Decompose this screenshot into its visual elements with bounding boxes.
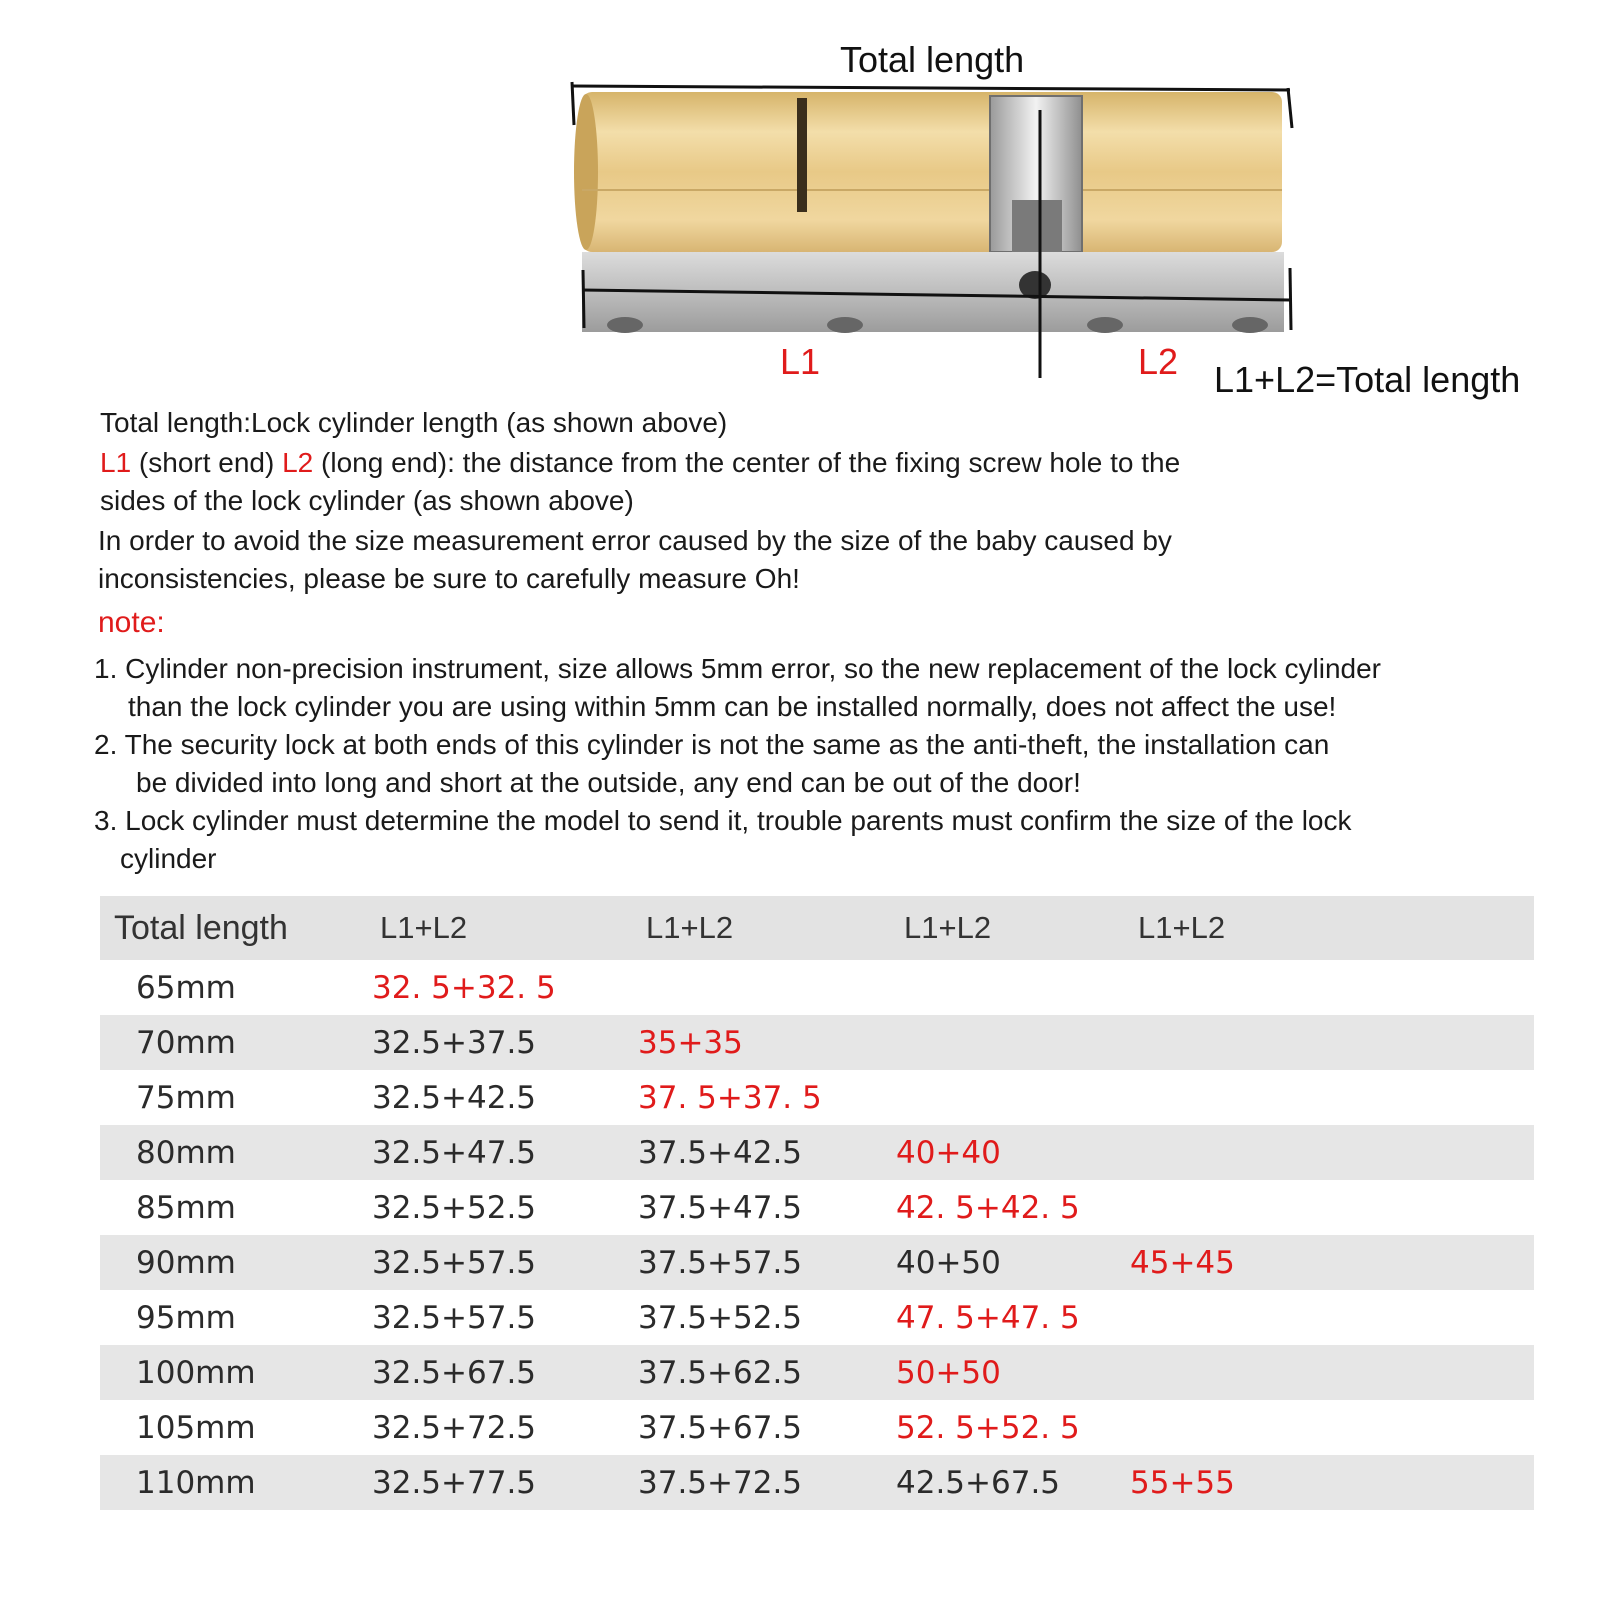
l1-l2-cell: 37.5+52.5 [638,1299,803,1336]
lock-cylinder-illustration [560,30,1601,410]
l1-l2-cell: 55+55 [1130,1464,1235,1501]
total-length-cell: 65mm [136,969,236,1006]
l1-l2-cell: 40+50 [896,1244,1001,1281]
l1-l2-cell: 35+35 [638,1024,743,1061]
table-row [100,1070,1534,1125]
total-length-cell: 80mm [136,1134,236,1171]
l1-l2-cell: 32.5+77.5 [372,1464,537,1501]
l1-term: L1 [100,447,132,478]
table-row [100,1290,1534,1345]
note-item-3 [94,802,1351,878]
l1-l2-cell: 37.5+67.5 [638,1409,803,1446]
l1-l2-cell: 37.5+57.5 [638,1244,803,1281]
l1-l2-cell: 52. 5+52. 5 [896,1409,1080,1446]
note-item-3-line-1: 3. Lock cylinder must determine the model to send it, trouble parents must confirm the size of the lock [94,805,1352,836]
header-total-length: Total length [114,908,288,947]
l1-l2-cell: 37. 5+37. 5 [638,1079,822,1116]
table-row [100,1015,1534,1070]
l1-l2-cell: 40+40 [896,1134,1001,1171]
table-row [100,1180,1534,1235]
long-end-text: (long end): the distance from the center of the fixing screw hole to the [313,447,1181,478]
total-length-cell: 100mm [136,1354,256,1391]
table-row [100,1400,1534,1455]
l1-l2-cell: 45+45 [1130,1244,1235,1281]
l1-l2-cell: 32.5+52.5 [372,1189,537,1226]
note-item-2-line-1: 2. The security lock at both ends of this cylinder is not the same as the anti-theft, the installation can [94,729,1330,760]
total-length-cell: 75mm [136,1079,236,1116]
l1-l2-cell: 37.5+47.5 [638,1189,803,1226]
l1-l2-cell: 32. 5+32. 5 [372,969,556,1006]
table-header-row [100,896,1534,960]
l1-l2-cell: 37.5+62.5 [638,1354,803,1391]
l1-l2-cell: 42.5+67.5 [896,1464,1061,1501]
equation-label: L1+L2=Total length [1214,359,1521,400]
note-item-2 [94,726,1329,802]
note-item-1-line-1: 1. Cylinder non-precision instrument, size allows 5mm error, so the new replacement of the lock cylinder [94,653,1382,684]
l1-l2-cell: 32.5+57.5 [372,1299,537,1336]
l2-term: L2 [282,447,314,478]
l1-l2-cell: 32.5+57.5 [372,1244,537,1281]
note-item-2-line-2: be divided into long and short at the outside, any end can be out of the door! [136,767,1081,798]
short-end-text: (short end) [131,447,283,478]
table-row [100,1455,1534,1510]
table-row [100,1125,1534,1180]
total-length-cell: 85mm [136,1189,236,1226]
total-length-cell: 105mm [136,1409,256,1446]
note-title: note: [98,606,165,639]
description-line-3: sides of the lock cylinder (as shown above) [100,485,634,516]
header-l1-l2: L1+L2 [646,910,734,945]
header-l1-l2: L1+L2 [380,910,468,945]
l1-l2-cell: 42. 5+42. 5 [896,1189,1080,1226]
size-table [100,896,1534,1510]
l1-l2-cell: 32.5+42.5 [372,1079,537,1116]
l1-label: L1 [780,341,821,382]
description-line-2 [100,444,1180,482]
total-length-cell: 70mm [136,1024,236,1061]
total-length-cell: 90mm [136,1244,236,1281]
description-line-1: Total length:Lock cylinder length (as shown above) [100,407,728,438]
l1-l2-cell: 32.5+47.5 [372,1134,537,1171]
l2-label: L2 [1138,341,1179,382]
lock-cylinder-diagram [560,30,1601,410]
header-l1-l2: L1+L2 [1138,910,1226,945]
l1-l2-cell: 32.5+37.5 [372,1024,537,1061]
description-line-4: In order to avoid the size measurement error caused by the size of the baby caused by [98,525,1172,556]
table-row [100,1345,1534,1400]
total-length-cell: 110mm [136,1464,256,1501]
note-item-3-line-2: cylinder [120,843,217,874]
total-length-label: Total length [840,39,1025,80]
l1-l2-cell: 32.5+72.5 [372,1409,537,1446]
l1-l2-cell: 37.5+72.5 [638,1464,803,1501]
table-row [100,960,1534,1015]
table-row [100,1235,1534,1290]
l1-l2-cell: 50+50 [896,1354,1001,1391]
description-line-5: inconsistencies, please be sure to carefully measure Oh! [98,563,800,594]
l1-l2-cell: 37.5+42.5 [638,1134,803,1171]
l1-l2-cell: 32.5+67.5 [372,1354,537,1391]
l1-l2-cell: 47. 5+47. 5 [896,1299,1080,1336]
note-item-1 [94,650,1381,726]
header-l1-l2: L1+L2 [904,910,992,945]
total-length-cell: 95mm [136,1299,236,1336]
note-item-1-line-2: than the lock cylinder you are using within 5mm can be installed normally, does not affect the use! [128,691,1337,722]
